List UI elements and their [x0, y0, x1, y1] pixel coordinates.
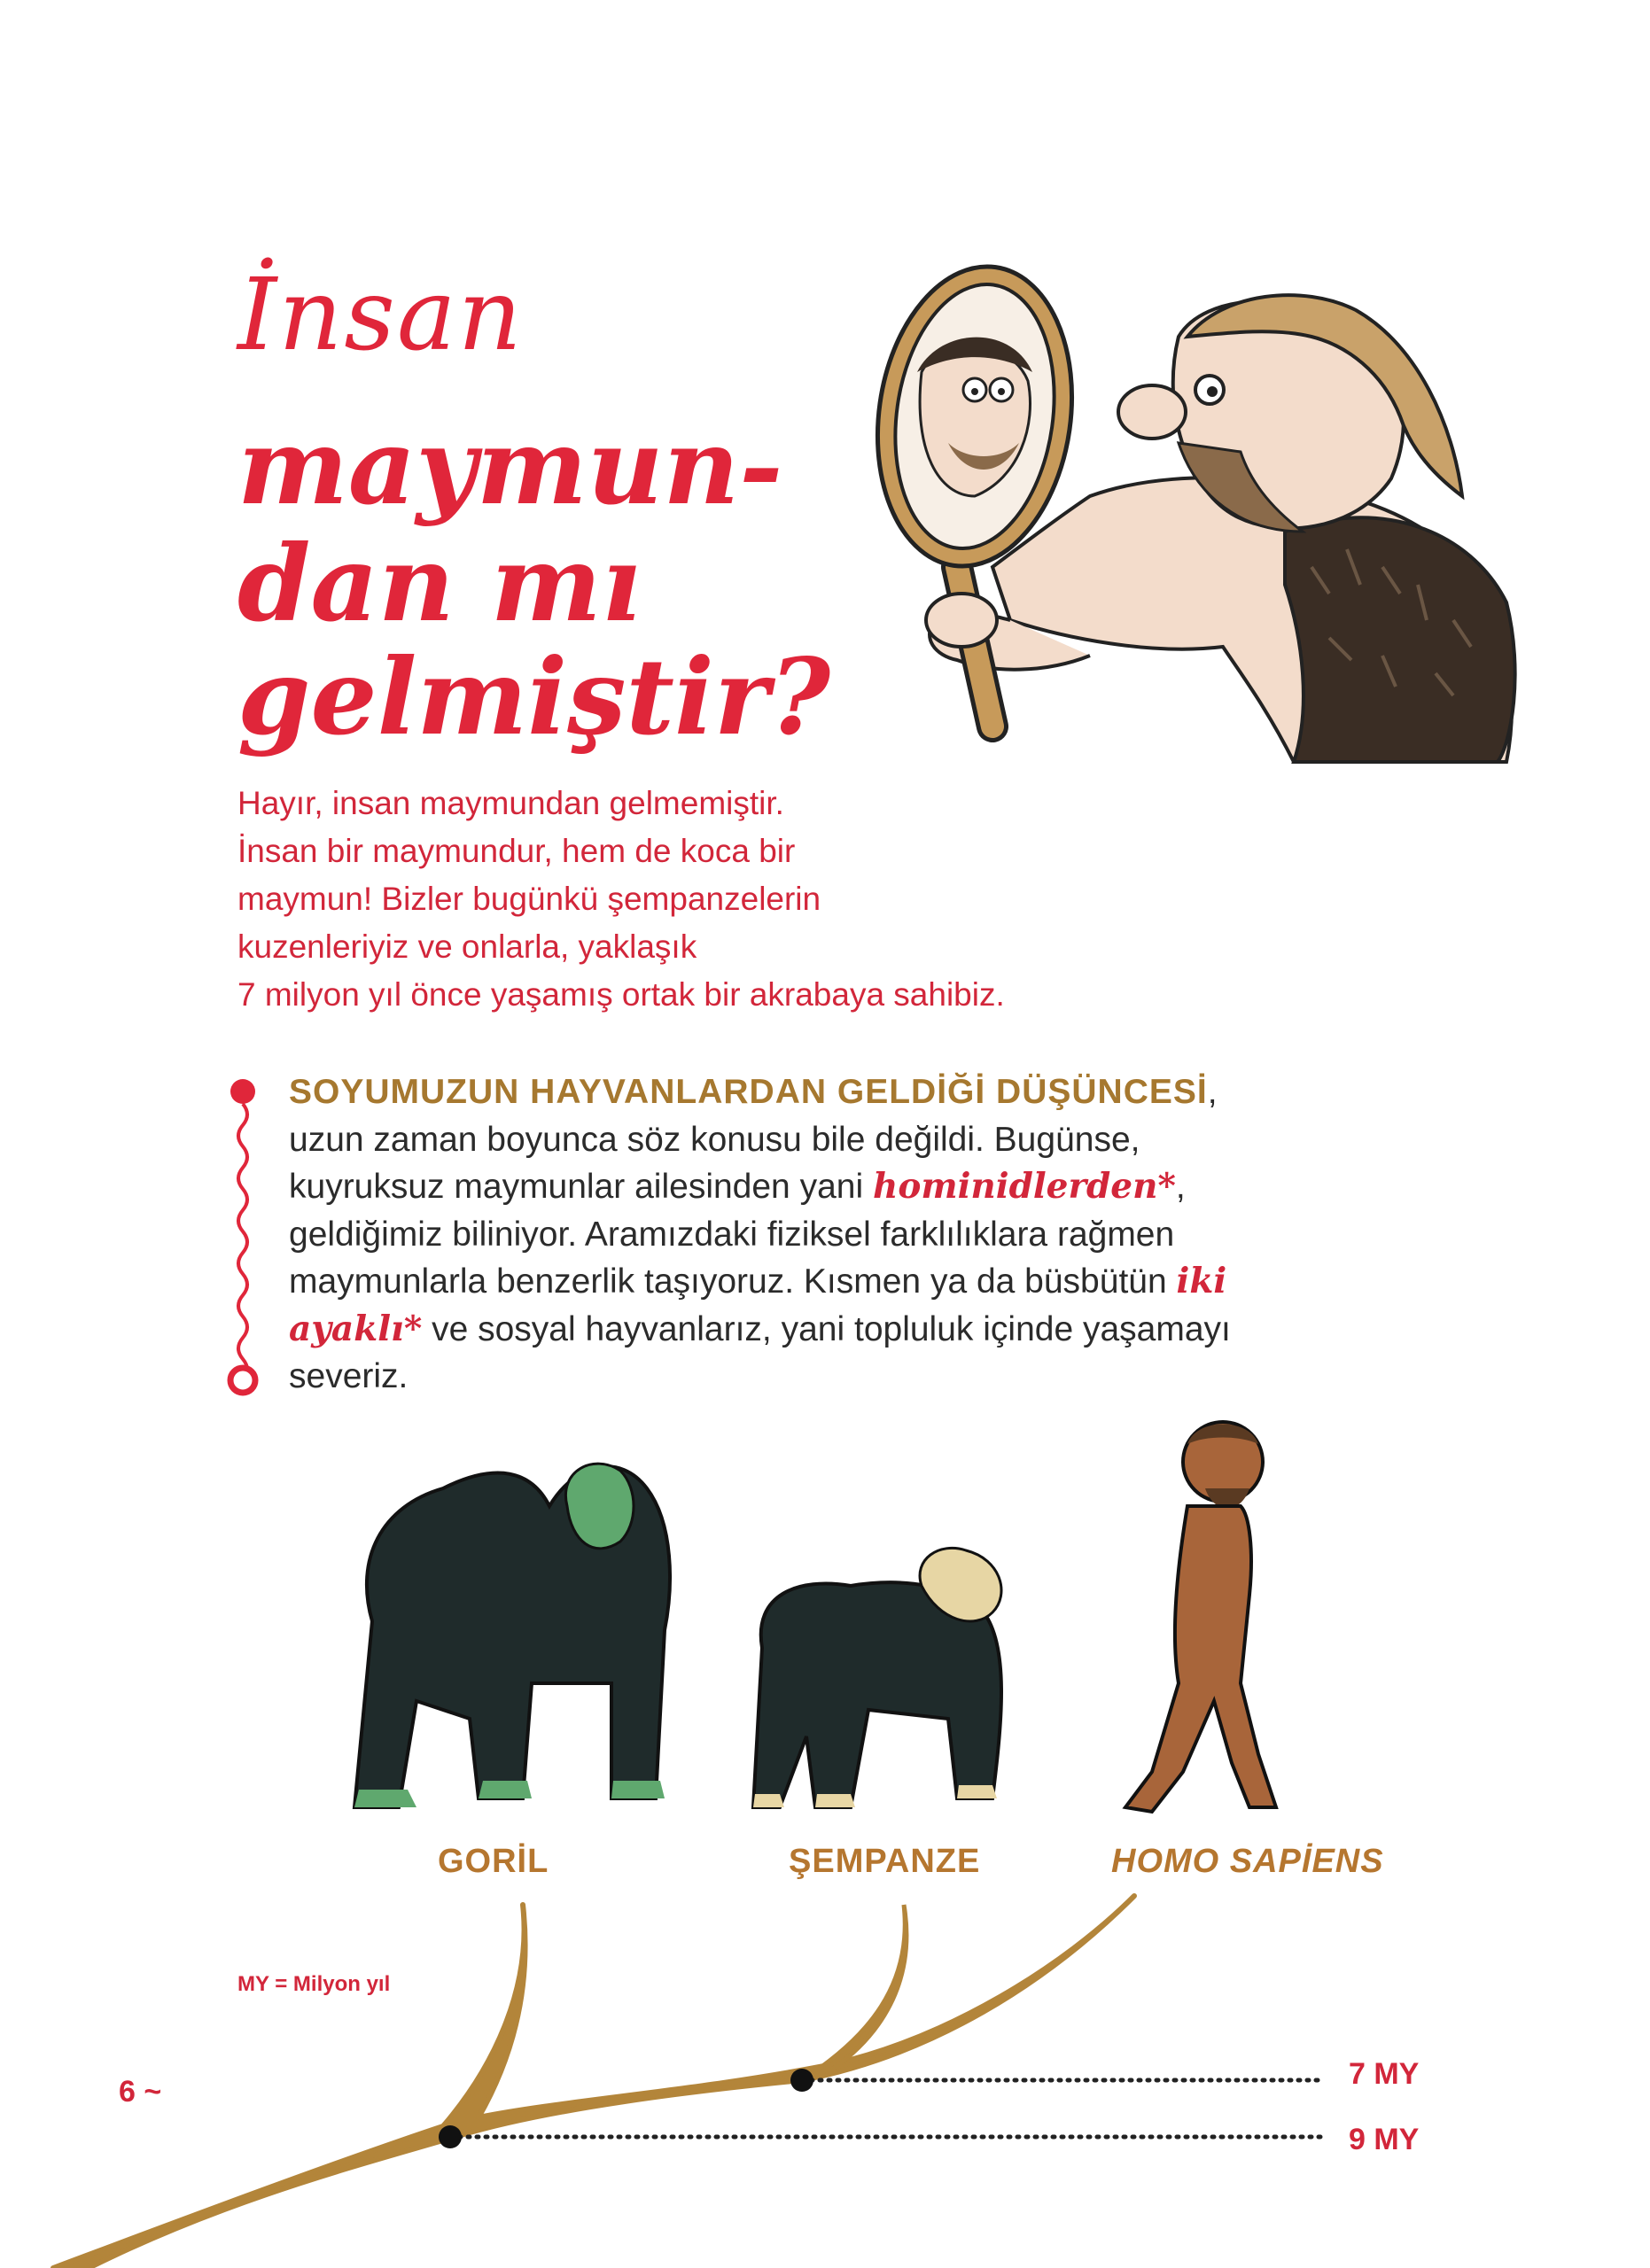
body-line-1: SOYUMUZUN HAYVANLARDAN GELDİĞİ DÜŞÜNCESİ, — [289, 1073, 1218, 1111]
title-line-3: dan mı — [237, 522, 642, 645]
mark-9my: 9 MY — [1349, 2123, 1420, 2156]
intro-line: 7 milyon yıl önce yaşamış ortak bir akrabaya sahibiz. — [237, 976, 1005, 1013]
mark-7my: 7 MY — [1349, 2057, 1420, 2091]
label-homo-sapiens: HOMO SAPİENS — [1111, 1843, 1384, 1880]
glossary-term-ayakli[interactable]: ayaklı* — [289, 1308, 423, 1349]
body-line-4: geldiğimiz biliniyor. Aramızdaki fiziksel farklılıklara rağmen — [289, 1215, 1175, 1254]
body-line-3: kuyruksuz maymunlar ailesinden yani hominidlerden*, — [289, 1166, 1186, 1207]
page-number: 6 ~ — [119, 2075, 162, 2109]
title-line-4: gelmiştir? — [237, 635, 831, 758]
glossary-term-hominid[interactable]: hominidlerden* — [872, 1166, 1176, 1207]
glossary-term-iki[interactable]: iki — [1176, 1261, 1227, 1301]
node-7my-dot — [790, 2069, 813, 2092]
node-9my-dot — [439, 2125, 462, 2148]
intro-line: maymun! Bizler bugünkü şempanzelerin — [237, 881, 821, 917]
intro-line: kuzenleriyiz ve onlarla, yaklaşık — [237, 928, 697, 965]
body-line-7: severiz. — [289, 1357, 409, 1395]
title-line-2: maymun- — [237, 405, 783, 528]
legend-my: MY = Milyon yıl — [237, 1972, 391, 1996]
body-heading: SOYUMUZUN HAYVANLARDAN GELDİĞİ DÜŞÜNCESİ — [289, 1073, 1208, 1111]
intro-line: İnsan bir maymundur, hem de koca bir — [237, 833, 796, 869]
label-chimpanzee: ŞEMPANZE — [789, 1843, 981, 1880]
label-gorilla: GORİL — [438, 1843, 549, 1880]
intro-line: Hayır, insan maymundan gelmemiştir. — [237, 785, 784, 821]
body-line-5: maymunlarla benzerlik taşıyoruz. Kısmen ya da büsbütün iki — [289, 1261, 1227, 1301]
title-line-1: İnsan — [237, 258, 524, 373]
body-line-2: uzun zaman boyunca söz konusu bile değildi. Bugünse, — [289, 1120, 1140, 1159]
body-line-6: ayaklı* ve sosyal hayvanlarız, yani topluluk içinde yaşamayı — [289, 1308, 1231, 1349]
